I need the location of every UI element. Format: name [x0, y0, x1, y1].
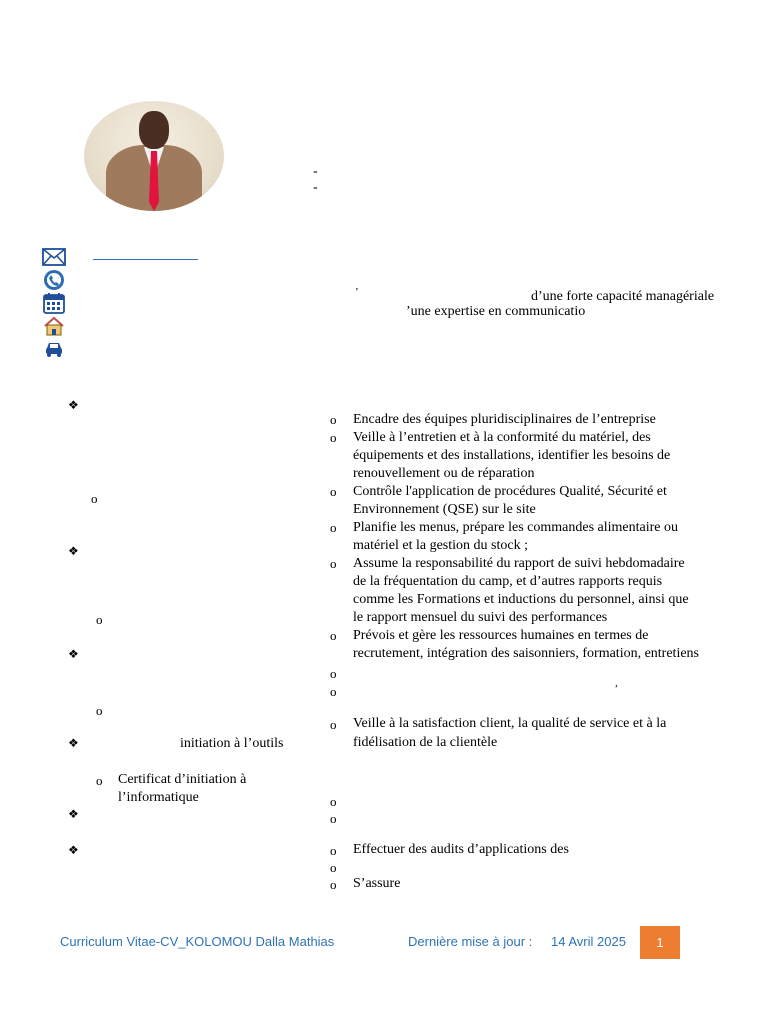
list-item-text: Prévois et gère les ressources humaines en termes de	[353, 628, 649, 643]
home-icon	[42, 315, 66, 337]
list-item-text: équipements et des installations, identifier les besoins de	[353, 448, 671, 463]
stray-comma: ,	[615, 677, 618, 689]
list-marker: o	[330, 556, 337, 571]
footer-updated-date: 14 Avril 2025	[551, 934, 626, 949]
audits-item: Effectuer des audits d’applications des	[353, 842, 569, 857]
list-item-text: Contrôle l'application de procédures Qualité, Sécurité et	[353, 484, 667, 499]
assure-item: S’assure	[353, 876, 401, 891]
list-item	[330, 555, 730, 627]
section-bullet: ❖	[68, 647, 79, 661]
list-item-text: Encadre des équipes pluridisciplinaires de l’entreprise	[353, 412, 656, 427]
list-marker: o	[330, 430, 337, 445]
training-item: initiation à l’outils	[180, 736, 284, 751]
list-marker: o	[330, 684, 337, 699]
list-marker: o	[330, 484, 337, 499]
contact-icons	[42, 246, 70, 361]
sub-bullet: o	[96, 773, 103, 788]
list-item	[330, 429, 730, 483]
list-marker: o	[330, 666, 337, 681]
client-line-2: fidélisation de la clientèle	[353, 735, 498, 750]
list-item-text: recrutement, intégration des saisonniers, formation, entretiens	[353, 646, 700, 661]
list-marker: o	[330, 520, 337, 535]
list-marker: o	[330, 877, 337, 892]
list-item	[330, 519, 730, 555]
header-dash-2: -	[313, 180, 318, 195]
list-item-text: matériel et la gestion du stock ;	[353, 538, 528, 553]
section-bullet: ❖	[68, 736, 79, 750]
list-marker: o	[330, 811, 337, 826]
list-marker: o	[330, 860, 337, 875]
list-marker: o	[330, 794, 337, 809]
list-item	[330, 483, 730, 519]
section-bullet: ❖	[68, 843, 79, 857]
summary-line-1: d’une forte capacité managériale	[531, 289, 715, 304]
summary-mark: ’	[355, 286, 359, 298]
list-marker: o	[330, 412, 337, 427]
list-item-text: de la fréquentation du camp, et d’autres rapports requis	[353, 574, 663, 589]
sub-bullet: o	[96, 612, 103, 627]
header-dash-1: -	[313, 164, 318, 179]
section-bullet: ❖	[68, 544, 79, 558]
email-link[interactable]	[93, 259, 198, 260]
calendar-icon	[42, 292, 66, 314]
footer-updated-label: Dernière mise à jour :	[408, 934, 533, 949]
profile-photo	[72, 95, 236, 217]
sub-bullet: o	[96, 703, 103, 718]
list-item-text: comme les Formations et inductions du personnel, ainsi que	[353, 592, 689, 607]
list-item-text: Assume la responsabilité du rapport de suivi hebdomadaire	[353, 556, 685, 571]
section-bullet: ❖	[68, 807, 79, 821]
sub-bullet: o	[91, 491, 98, 506]
list-marker: o	[330, 843, 337, 858]
duties-list	[330, 411, 730, 663]
list-marker: o	[330, 628, 337, 643]
phone-icon	[42, 269, 66, 291]
list-item-text: le rapport mensuel du suivi des performances	[353, 610, 608, 625]
footer-cv-title: Curriculum Vitae-CV_KOLOMOU Dalla Mathias	[60, 934, 335, 949]
list-item-text: Planifie les menus, prépare les commandes alimentaire ou	[353, 520, 679, 535]
list-item-text: renouvellement ou de réparation	[353, 466, 535, 481]
avatar	[84, 101, 224, 211]
certificate-line-1: Certificat d’initiation à	[118, 772, 247, 787]
list-item-text: Environnement (QSE) sur le site	[353, 502, 536, 517]
page-number: 1	[640, 926, 680, 959]
certificate-line-2: l’informatique	[118, 790, 199, 805]
list-item-text: Veille à l’entretien et à la conformité du matériel, des	[353, 430, 651, 445]
envelope-icon	[42, 246, 66, 268]
client-line-1: Veille à la satisfaction client, la qualité de service et à la	[353, 716, 667, 731]
list-marker: o	[330, 717, 337, 732]
photo-head	[139, 111, 169, 149]
list-item	[330, 627, 730, 663]
car-icon	[42, 338, 66, 360]
summary-line-2: ’une expertise en communicatio	[406, 304, 586, 319]
list-item	[330, 411, 730, 429]
section-bullet: ❖	[68, 398, 79, 412]
